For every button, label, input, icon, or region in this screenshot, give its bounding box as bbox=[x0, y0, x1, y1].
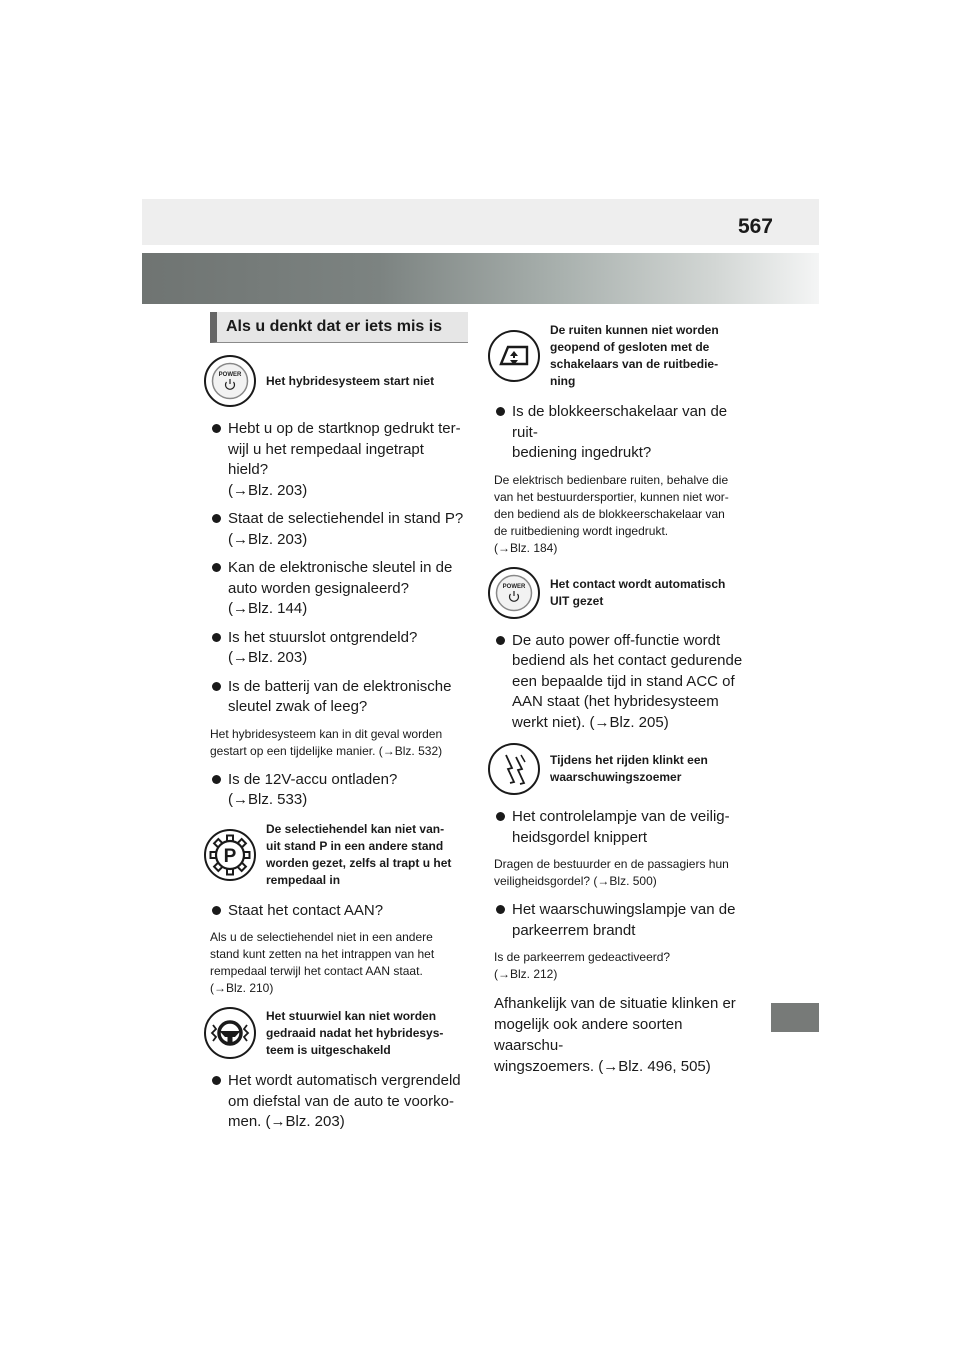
steering-wheel-icon bbox=[204, 1007, 256, 1059]
paragraph bbox=[494, 993, 750, 1077]
text-line: schakelaars van de ruitbedie- bbox=[550, 357, 719, 371]
text-line: Het wordt automatisch vergrendeld bbox=[228, 1072, 461, 1089]
icon-heading bbox=[488, 322, 750, 390]
text-line: Het waarschuwingslampje van de bbox=[512, 901, 736, 918]
icon-caption bbox=[550, 576, 725, 610]
text-line: om diefstal van de auto te voorko- bbox=[228, 1092, 454, 1110]
text-line: De elektrisch bedienbare ruiten, behalve die bbox=[494, 472, 729, 487]
text-line: heidsgordel knippert bbox=[512, 828, 648, 846]
text-line: teem is uitgeschakeld bbox=[266, 1042, 391, 1057]
note-text bbox=[494, 949, 750, 983]
text-line: veiligheidsgordel? (→Blz. 500) bbox=[494, 874, 657, 888]
text-line: Afhankelijk van de situatie klinken er bbox=[494, 995, 736, 1012]
icon-heading bbox=[204, 355, 468, 407]
text-line: Dragen de bestuurder en de passagiers hun bbox=[494, 857, 729, 871]
bullet-item bbox=[210, 419, 468, 501]
text-line: Is de parkeerrem gedeactiveerd? bbox=[494, 950, 671, 964]
icon-caption bbox=[266, 373, 434, 390]
text-line: men. (→Blz. 203) bbox=[228, 1113, 345, 1130]
text-line: Het hybridesysteem kan in dit geval worden bbox=[210, 726, 443, 741]
text-line: AAN staat (het hybridesysteem bbox=[512, 693, 719, 710]
text-line: Is de blokkeerschakelaar van de ruit- bbox=[512, 403, 728, 441]
text-line: (→Blz. 203) bbox=[228, 530, 308, 548]
text-line: rempedaal in bbox=[266, 872, 341, 887]
text-line: van het bestuurdersportier, kunnen niet wor- bbox=[494, 489, 729, 504]
icon-heading bbox=[488, 567, 750, 619]
text-line: geopend of gesloten met de bbox=[550, 340, 710, 354]
text-line: uit stand P in een andere stand bbox=[266, 838, 444, 853]
icon-caption bbox=[550, 752, 708, 786]
text-line: rempedaal terwijl het contact AAN staat. bbox=[210, 964, 423, 978]
park-gear-icon bbox=[204, 829, 256, 881]
power-button-icon bbox=[488, 567, 540, 619]
page-number: 567 bbox=[737, 215, 773, 238]
bullet-item bbox=[494, 631, 750, 734]
text-line: (→Blz. 203) bbox=[228, 649, 308, 666]
bullet-item bbox=[210, 628, 468, 669]
bullet-item bbox=[210, 509, 468, 550]
text-line: een bepaalde tijd in stand ACC of bbox=[512, 672, 735, 690]
icon-caption bbox=[550, 322, 719, 390]
text-line: wingszoemers. (→Blz. 496, 505) bbox=[494, 1058, 711, 1075]
bullet-item bbox=[210, 677, 468, 718]
text-line: Hebt u op de startknop gedrukt ter- bbox=[228, 420, 461, 437]
right-column bbox=[494, 312, 750, 1083]
chapter-banner bbox=[142, 253, 819, 304]
text-line: Staat het contact AAN? bbox=[228, 901, 384, 919]
left-column bbox=[210, 312, 468, 1141]
power-label: POWER bbox=[218, 372, 242, 378]
power-window-icon bbox=[488, 330, 540, 382]
text-line: (→Blz. 144) bbox=[228, 600, 308, 617]
text-line: Tijdens het rijden klinkt een bbox=[550, 753, 708, 767]
icon-caption bbox=[266, 821, 451, 889]
chapter-side-tab bbox=[771, 1003, 819, 1032]
section-header bbox=[210, 312, 468, 343]
text-line: bediend als het contact gedurende bbox=[512, 652, 743, 669]
note-text bbox=[210, 929, 468, 997]
text-line: de ruitbediening wordt ingedrukt. bbox=[494, 523, 669, 538]
bullet-item bbox=[210, 1071, 468, 1133]
text-line: wijl u het rempedaal ingetrapt hield? bbox=[228, 440, 424, 478]
bullet-item bbox=[210, 558, 468, 620]
text-line: Het contact wordt automatisch bbox=[550, 576, 726, 591]
icon-heading bbox=[488, 743, 750, 795]
text-line: auto worden gesignaleerd? bbox=[228, 579, 409, 597]
text-line: parkeerrem brandt bbox=[512, 921, 636, 939]
left-content bbox=[210, 355, 468, 1133]
text-line: UIT gezet bbox=[550, 593, 604, 608]
right-content bbox=[494, 322, 750, 1077]
text-line: Staat de selectiehendel in stand P? bbox=[228, 510, 464, 527]
text-line: stand kunt zetten na het intrappen van het bbox=[210, 947, 435, 961]
text-line: Is de batterij van de elektronische bbox=[228, 677, 452, 695]
icon-heading bbox=[204, 821, 468, 889]
note-text bbox=[494, 472, 750, 557]
text-line: De ruiten kunnen niet worden bbox=[550, 323, 719, 337]
bullet-item bbox=[210, 901, 468, 922]
text-line: Als u de selectiehendel niet in een andere bbox=[210, 930, 433, 944]
text-line: Het controlelampje van de veilig- bbox=[512, 808, 730, 825]
power-label: POWER bbox=[502, 583, 526, 590]
text-line: (→Blz. 533) bbox=[228, 791, 308, 808]
bullet-item bbox=[494, 402, 750, 464]
text-line: ning bbox=[550, 374, 576, 388]
bullet-item bbox=[210, 770, 468, 811]
text-line: werkt niet). (→Blz. 205) bbox=[512, 713, 669, 731]
text-line: Het hybridesysteem start niet bbox=[266, 373, 435, 388]
icon-caption bbox=[266, 1008, 443, 1059]
text-line: worden gezet, zelfs al trapt u het bbox=[266, 855, 452, 870]
text-line: (→Blz. 210) bbox=[210, 981, 274, 995]
text-line: waarschuwingszoemer bbox=[550, 770, 682, 784]
page-number-band bbox=[142, 199, 819, 245]
bullet-item bbox=[494, 807, 750, 848]
text-line: Is de 12V-accu ontladen? bbox=[228, 770, 398, 788]
text-line: gedraaid nadat het hybridesys- bbox=[266, 1025, 444, 1040]
power-button-icon bbox=[204, 355, 256, 407]
icon-heading bbox=[204, 1007, 468, 1059]
text-line: (→Blz. 212) bbox=[494, 967, 558, 981]
text-line: De auto power off-functie wordt bbox=[512, 631, 721, 649]
text-line: Is het stuurslot ontgrendeld? bbox=[228, 628, 418, 646]
text-line: mogelijk ook andere soorten waarschu- bbox=[494, 1016, 683, 1054]
text-line: gestart op een tijdelijke manier. (→Blz. 532) bbox=[210, 743, 443, 758]
text-line: (→Blz. 184) bbox=[494, 540, 558, 555]
note-text bbox=[210, 726, 468, 760]
section-title: Als u denkt dat er iets mis is bbox=[226, 318, 443, 335]
warning-buzzer-icon bbox=[488, 743, 540, 795]
park-label: P bbox=[223, 845, 237, 867]
bullet-item bbox=[494, 900, 750, 941]
note-text bbox=[494, 856, 750, 890]
text-line: Het stuurwiel kan niet worden bbox=[266, 1008, 437, 1023]
text-line: sleutel zwak of leeg? bbox=[228, 698, 368, 715]
text-line: den bediend als de blokkeerschakelaar van bbox=[494, 506, 725, 521]
text-line: Kan de elektronische sleutel in de bbox=[228, 559, 453, 576]
text-line: bediening ingedrukt? bbox=[512, 444, 652, 461]
text-line: De selectiehendel kan niet van- bbox=[266, 821, 445, 836]
text-line: (→Blz. 203) bbox=[228, 481, 308, 499]
